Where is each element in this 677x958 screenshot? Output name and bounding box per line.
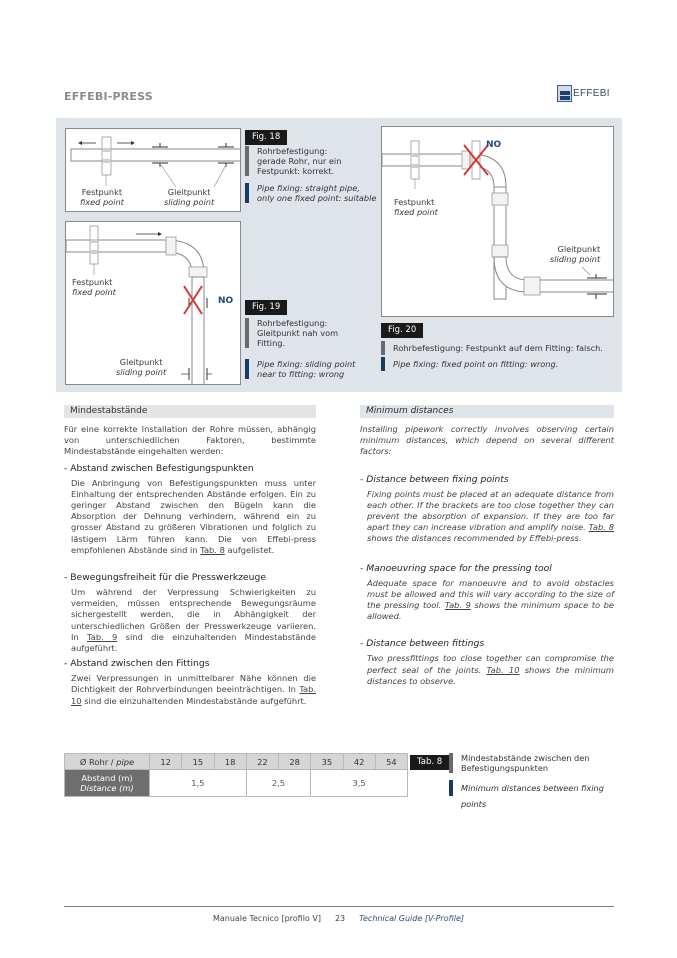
subheading-de: - Abstand zwischen den Fittings: [64, 658, 210, 670]
fixed-point-label: Festpunkt fixed point: [394, 197, 438, 217]
diameter-cell: 12: [150, 754, 182, 770]
diameter-cell: 42: [343, 754, 375, 770]
fig20-caption-en: Pipe fixing: fixed point on fitting: wrong.: [381, 357, 613, 371]
no-label: NO: [218, 296, 234, 306]
sliding-point-label: Gleitpunkt sliding point: [550, 244, 601, 264]
paragraph-de: Die Anbringung von Befestigungspunkten muss unter Einhaltung der entsprechenden Abstände erfolgen. Ein zu geringer Abstand zwischen den Bügeln kann die Absorption der Dehnung verhindern, während ein zu grosser Abstand zu größeren Vibrationen und folglich zu lästigem Lärm führen kann. Die von Effebi-press empfohlenen Abstände sind in Tab. 8 aufgelistet.: [71, 477, 316, 555]
effebi-logo-icon: [557, 85, 572, 102]
tab10-link[interactable]: Tab. 10: [71, 684, 316, 706]
subheading-de: - Abstand zwischen Befestigungspunkten: [64, 462, 254, 474]
effebi-logo: [557, 83, 615, 103]
fig19-drawing: [65, 221, 241, 385]
diameter-cell: 28: [279, 754, 311, 770]
row-label-cell: Abstand (m) Distance (m): [65, 770, 150, 797]
diameter-cell: 54: [375, 754, 407, 770]
fig18-tag: Fig. 18: [245, 130, 287, 145]
distance-value-cell: 1,5: [150, 770, 247, 797]
section-heading-de: Mindestabstände: [64, 405, 316, 418]
fig18-caption-de: Rohrbefestigung: gerade Rohr, nur ein Festpunkt: korrekt.: [245, 146, 379, 176]
fig20-caption-de: Rohrbefestigung: Festpunkt auf dem Fitting: falsch.: [381, 341, 613, 355]
fig19-caption-en: Pipe fixing: sliding point near to fitting: wrong: [245, 359, 379, 379]
sliding-point-label: Gleitpunkt sliding point: [116, 357, 167, 377]
fixed-point-label: Festpunkt fixed point: [72, 277, 116, 297]
footer: [0, 914, 677, 923]
english-column: [360, 424, 614, 687]
fig19-caption-de: Rohrbefestigung: Gleitpunkt nah vom Fitting.: [245, 318, 379, 348]
german-column: [64, 424, 316, 707]
intro-text-en: Installing pipework correctly involves observing certain minimum distances, which depend on several different factors:: [360, 424, 614, 457]
s-bend-pipe-diagram: [382, 127, 614, 317]
logo-text: EFFEBI: [573, 87, 610, 99]
paragraph-de: Zwei Verpressungen in unmittelbarer Nähe können die Dichtigkeit der Rohrverbindungen beeinträchtigen. In Tab. 10 sind die einzuhaltenden Mindestabstände aufgeführt.: [71, 673, 316, 706]
fig20-tag: Fig. 20: [381, 323, 423, 338]
fig20-drawing: [381, 126, 614, 317]
document-brand-title: EFFEBI-PRESS: [64, 90, 153, 103]
sliding-point-label: Gleitpunkt sliding point: [164, 187, 215, 207]
diameter-cell: 15: [182, 754, 214, 770]
subheading-en: - Manoeuvring space for the pressing tool: [360, 562, 552, 574]
diameter-cell: 18: [214, 754, 246, 770]
page-number: 23: [334, 914, 346, 923]
subheading-de: - Bewegungsfreiheit für die Presswerkzeuge: [64, 572, 266, 584]
fixed-point-label: Festpunkt fixed point: [80, 187, 124, 207]
paragraph-en: Two pressfittings too close together can compromise the perfect seal of the joints. Tab. 10 shows the minimum distances to observe.: [367, 653, 614, 686]
diameter-cell: 35: [311, 754, 343, 770]
distance-value-cell: 2,5: [246, 770, 311, 797]
subheading-en: - Distance between fixing points: [360, 473, 509, 485]
paragraph-en: Adequate space for manoeuvre and to avoid obstacles must be allowed and this will vary according to the size of the pressing tool. Tab. 9 shows the minimum space to be allowed.: [367, 577, 614, 622]
paragraph-de: Um während der Verpressung Schwierigkeiten zu vermeiden, müssen entsprechende Bewegungsräume sichergestellt werden, die in Abhängigkeit der unterschiedlichen Größen der Presswerkzeuge variieren. In Tab. 9 sind die einzuhaltenden Mindestabstände aufgeführt.: [71, 587, 316, 654]
tab8-tag: Tab. 8: [410, 755, 449, 770]
tab8-link[interactable]: Tab. 8: [588, 522, 615, 533]
footer-guide-title: Technical Guide [V-Profile]: [359, 914, 465, 923]
tab9-link[interactable]: Tab. 9: [444, 600, 471, 611]
paragraph-en: Fixing points must be placed at an adequate distance from each other. If the brackets are too close together they can prevent the absorption of expansion. If they are too far apart they can increase vibration and amplify noise. Tab. 8 shows the distances recommended by Effebi-press.: [367, 488, 615, 544]
no-label: NO: [486, 140, 502, 150]
section-heading-en: Minimum distances: [360, 405, 614, 418]
distance-value-cell: 3,5: [311, 770, 408, 797]
tab9-link[interactable]: Tab. 9: [87, 631, 118, 642]
table-header-row: [65, 754, 408, 770]
diameter-cell: 22: [246, 754, 278, 770]
subheading-en: - Distance between fittings: [360, 638, 485, 650]
footer-manual-title: Manuale Tecnico [profilo V]: [212, 914, 321, 923]
fig18-caption-en: Pipe fixing: straight pipe, only one fixed point: suitable: [245, 183, 379, 203]
table-row: [65, 770, 408, 797]
tab8-caption-de: Mindestabstände zwischen den Befestigungspunkten: [449, 753, 621, 773]
table-8: [64, 753, 408, 797]
intro-text-de: Für eine korrekte Installation der Rohre müssen, abhängig von unterschiedlichen Faktoren, bestimmte Mindestabstände eingehalten werden:: [64, 424, 316, 457]
tab8-link[interactable]: Tab. 8: [200, 544, 225, 555]
header-cell: Ø Rohr / pipe: [65, 754, 150, 770]
fig18-drawing: [65, 128, 241, 212]
tab10-link[interactable]: Tab. 10: [486, 664, 520, 675]
tab8-caption-en: Minimum distances between fixing points: [449, 780, 626, 796]
fig19-tag: Fig. 19: [245, 300, 287, 315]
footer-divider: [64, 906, 614, 907]
